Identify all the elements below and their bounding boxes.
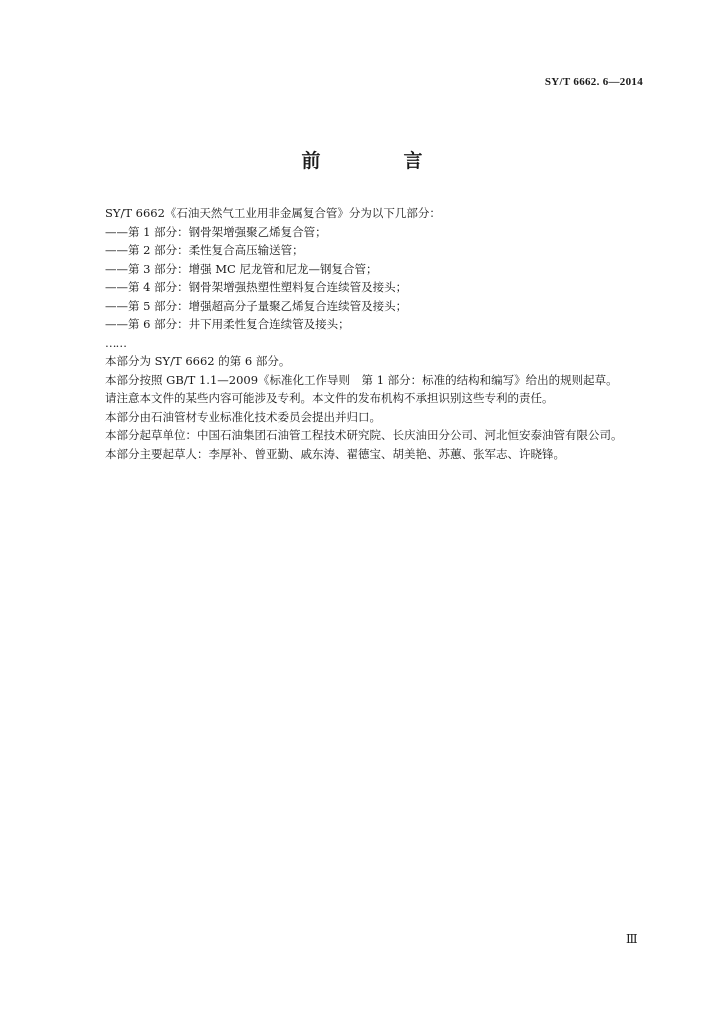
- body-paragraph: 本部分由石油管材专业标准化技术委员会提出并归口。: [105, 409, 381, 424]
- intro-paragraph: SY/T 6662《石油天然气工业用非金属复合管》分为以下几部分：: [105, 206, 441, 220]
- part-list-item: ——第 2 部分：柔性复合高压输送管；: [105, 243, 304, 257]
- body-paragraph: 本部分按照 GB/T 1.1—2009《标准化工作导则 第 1 部分：标准的结构和编写》给出的规则起草。: [105, 372, 618, 387]
- body-paragraph: 本部分起草单位：中国石油集团石油管工程技术研究院、长庆油田分公司、河北恒安泰油管有限公司。: [105, 428, 623, 442]
- part-list-item: ——第 4 部分：钢骨架增强热塑性塑料复合连续管及接头；: [105, 280, 408, 294]
- ellipsis: ……: [105, 335, 126, 350]
- body-paragraph: 请注意本文件的某些内容可能涉及专利。本文件的发布机构不承担识别这些专利的责任。: [105, 391, 554, 405]
- body-paragraph: 本部分为 SY/T 6662 的第 6 部分。: [105, 354, 291, 368]
- body-paragraph: 本部分主要起草人：李厚补、曾亚勤、戚东涛、翟德宝、胡美艳、苏蕙、张军志、许晓锋。: [105, 446, 565, 461]
- document-body: [81, 204, 643, 463]
- part-list-item: ——第 1 部分：钢骨架增强聚乙烯复合管；: [105, 224, 327, 239]
- part-list-item: ——第 5 部分：增强超高分子量聚乙烯复合连续管及接头；: [105, 298, 408, 313]
- part-list-item: ——第 3 部分：增强 MC 尼龙管和尼龙—钢复合管；: [105, 261, 378, 276]
- standard-code: SY/T 6662. 6—2014: [544, 76, 643, 88]
- page-number: Ⅲ: [626, 932, 638, 946]
- page-title: 前 言: [301, 150, 455, 172]
- part-list-item: ——第 6 部分：井下用柔性复合连续管及接头；: [105, 317, 350, 331]
